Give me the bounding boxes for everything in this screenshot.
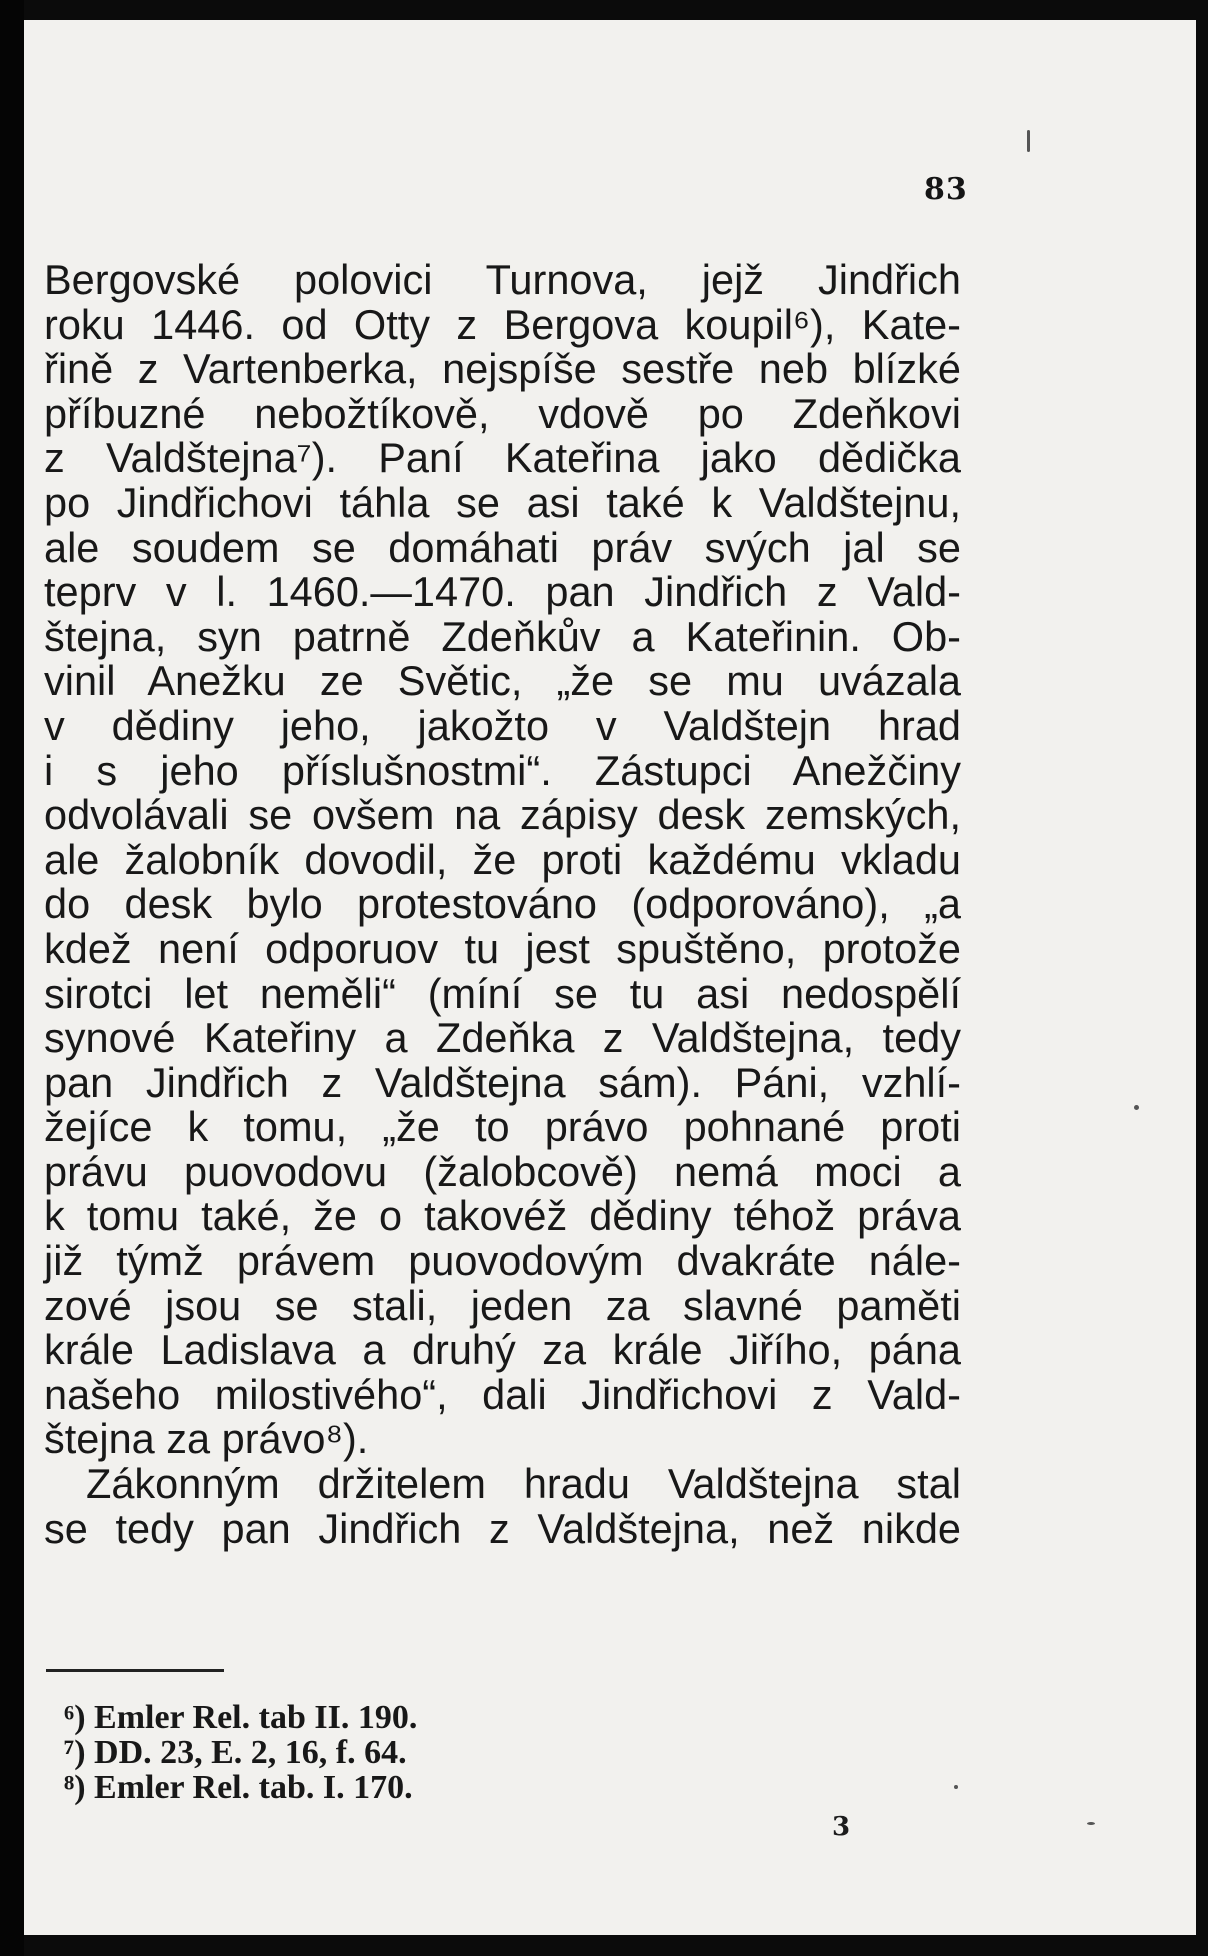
text-line: ale žalobník dovodil, že proti každému vkladu bbox=[44, 835, 961, 883]
text-line: krále Ladislava a druhý za krále Jiřího, pána bbox=[44, 1326, 961, 1374]
text-line: kdež není odporuov tu jest spuštěno, protože bbox=[44, 924, 961, 972]
text-line: Bergovské polovici Turnova, jejž Jindřich bbox=[44, 256, 961, 303]
footnote: ⁶) Emler Rel. tab II. 190. bbox=[64, 1699, 418, 1736]
paper-speck bbox=[1027, 130, 1030, 152]
text-line: pan Jindřich z Valdštejna sám). Páni, vzhlí- bbox=[44, 1058, 961, 1106]
signature-mark: 3 bbox=[832, 1812, 851, 1842]
text-line: řině z Vartenberka, nejspíše sestře neb blízké bbox=[44, 345, 961, 393]
paper-speck bbox=[1134, 1105, 1139, 1110]
paper-speck bbox=[954, 1785, 958, 1789]
text-line: žejíce k tomu, „že to právo pohnané proti bbox=[44, 1103, 961, 1151]
text-line: v dědiny jeho, jakožto v Valdštejn hrad bbox=[44, 701, 961, 749]
book-spine-shadow bbox=[0, 0, 24, 1956]
paper-speck bbox=[1087, 1822, 1095, 1825]
text-line: zové jsou se stali, jeden za slavné paměti bbox=[44, 1281, 961, 1329]
footnote: ⁷) DD. 23, E. 2, 16, f. 64. bbox=[64, 1734, 407, 1771]
text-line: Zákonným držitelem hradu Valdštejna stal bbox=[86, 1460, 961, 1508]
text-line: z Valdštejna⁷). Paní Kateřina jako dědička bbox=[44, 434, 961, 482]
text-line: po Jindřichovi táhla se asi také k Valdštejnu, bbox=[44, 478, 961, 526]
footnotes bbox=[64, 1700, 417, 1805]
text-line: teprv v l. 1460.—1470. pan Jindřich z Vald- bbox=[44, 568, 961, 616]
footnote-rule bbox=[46, 1669, 224, 1672]
page-number: 83 bbox=[924, 172, 968, 207]
text-line: do desk bylo protestováno (odporováno), „a bbox=[44, 880, 961, 928]
text-line: příbuzné nebožtíkově, vdově po Zdeňkovi bbox=[44, 389, 961, 437]
text-line: i s jeho příslušnostmi“. Zástupci Anežčiny bbox=[44, 746, 961, 794]
text-line: se tedy pan Jindřich z Valdštejna, než nikde bbox=[44, 1504, 961, 1552]
text-line: ale soudem se domáhati práv svých jal se bbox=[44, 523, 961, 571]
text-line: odvolávali se ovšem na zápisy desk zemských, bbox=[44, 791, 961, 839]
book-page bbox=[24, 20, 1196, 1935]
text-line: již týmž právem puovodovým dvakráte nále- bbox=[44, 1237, 961, 1285]
text-line: štejna, syn patrně Zdeňkův a Kateřinin. Ob- bbox=[44, 612, 961, 660]
text-line: vinil Anežku ze Světic, „že se mu uvázala bbox=[44, 657, 961, 705]
text-line: sirotci let neměli“ (míní se tu asi nedospělí bbox=[44, 969, 961, 1017]
body-text bbox=[44, 258, 961, 1551]
text-line: k tomu také, že o takovéž dědiny téhož práva bbox=[44, 1192, 961, 1240]
text-line: synové Kateřiny a Zdeňka z Valdštejna, tedy bbox=[44, 1014, 961, 1062]
text-line: právu puovodovu (žalobcově) nemá moci a bbox=[44, 1147, 961, 1195]
footnote: ⁸) Emler Rel. tab. I. 170. bbox=[64, 1769, 413, 1806]
text-line: našeho milostivého“, dali Jindřichovi z Vald- bbox=[44, 1370, 961, 1418]
text-line: štejna za právo⁸). bbox=[44, 1415, 369, 1463]
text-line: roku 1446. od Otty z Bergova koupil⁶), Kate- bbox=[44, 300, 961, 348]
